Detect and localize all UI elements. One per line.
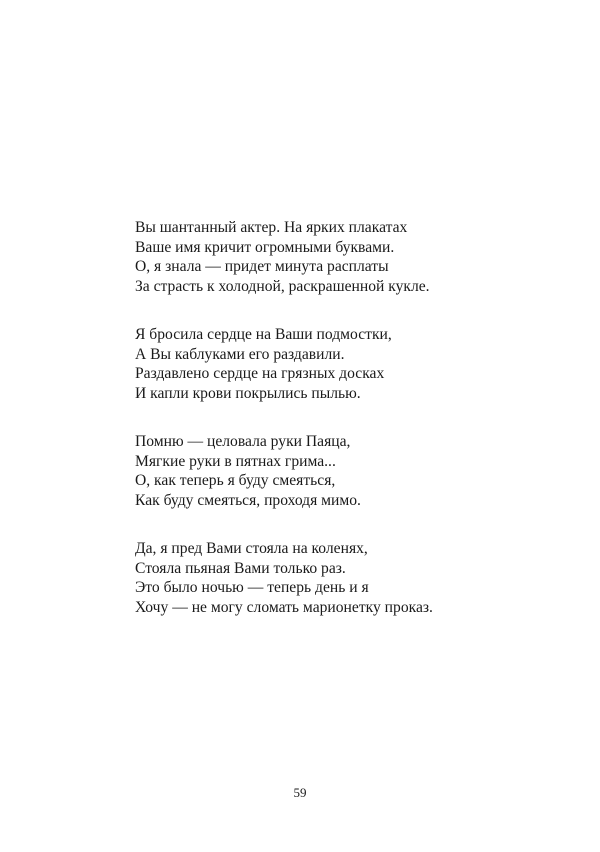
poem <box>135 218 433 646</box>
poem-line: А Вы каблуками его раздавили. <box>135 345 345 363</box>
poem-line: Вы шантанный актер. На ярких плакатах <box>135 219 408 236</box>
poem-line: Мягкие руки в пятнах грима... <box>135 452 336 470</box>
poem-line: Ваше имя кричит огромными буквами. <box>135 238 395 256</box>
poem-line: За страсть к холодной, раскрашенной кукле. <box>135 277 430 295</box>
poem-line: Помню — целовала руки Паяца, <box>135 433 351 450</box>
poem-line: Раздавлено сердце на грязных досках <box>135 365 385 382</box>
stanza <box>135 539 433 617</box>
poem-line: Стояла пьяная Вами только раз. <box>135 559 346 577</box>
stanza <box>135 432 433 510</box>
poem-line: Хочу — не могу сломать марионетку проказ. <box>135 598 433 616</box>
stanza <box>135 325 433 403</box>
poem-line: Да, я пред Вами стояла на коленях, <box>135 540 368 557</box>
poem-line: О, я знала — придет минута расплаты <box>135 258 389 275</box>
page-number: 59 <box>293 785 307 800</box>
stanza <box>135 218 433 296</box>
poem-line: Как буду смеяться, проходя мимо. <box>135 491 361 509</box>
poem-line: И капли крови покрылись пылью. <box>135 384 361 402</box>
poem-line: О, как теперь я буду смеяться, <box>135 472 336 489</box>
poem-line: Я бросила сердце на Ваши подмостки, <box>135 326 392 343</box>
poem-line: Это было ночью — теперь день и я <box>135 579 369 596</box>
